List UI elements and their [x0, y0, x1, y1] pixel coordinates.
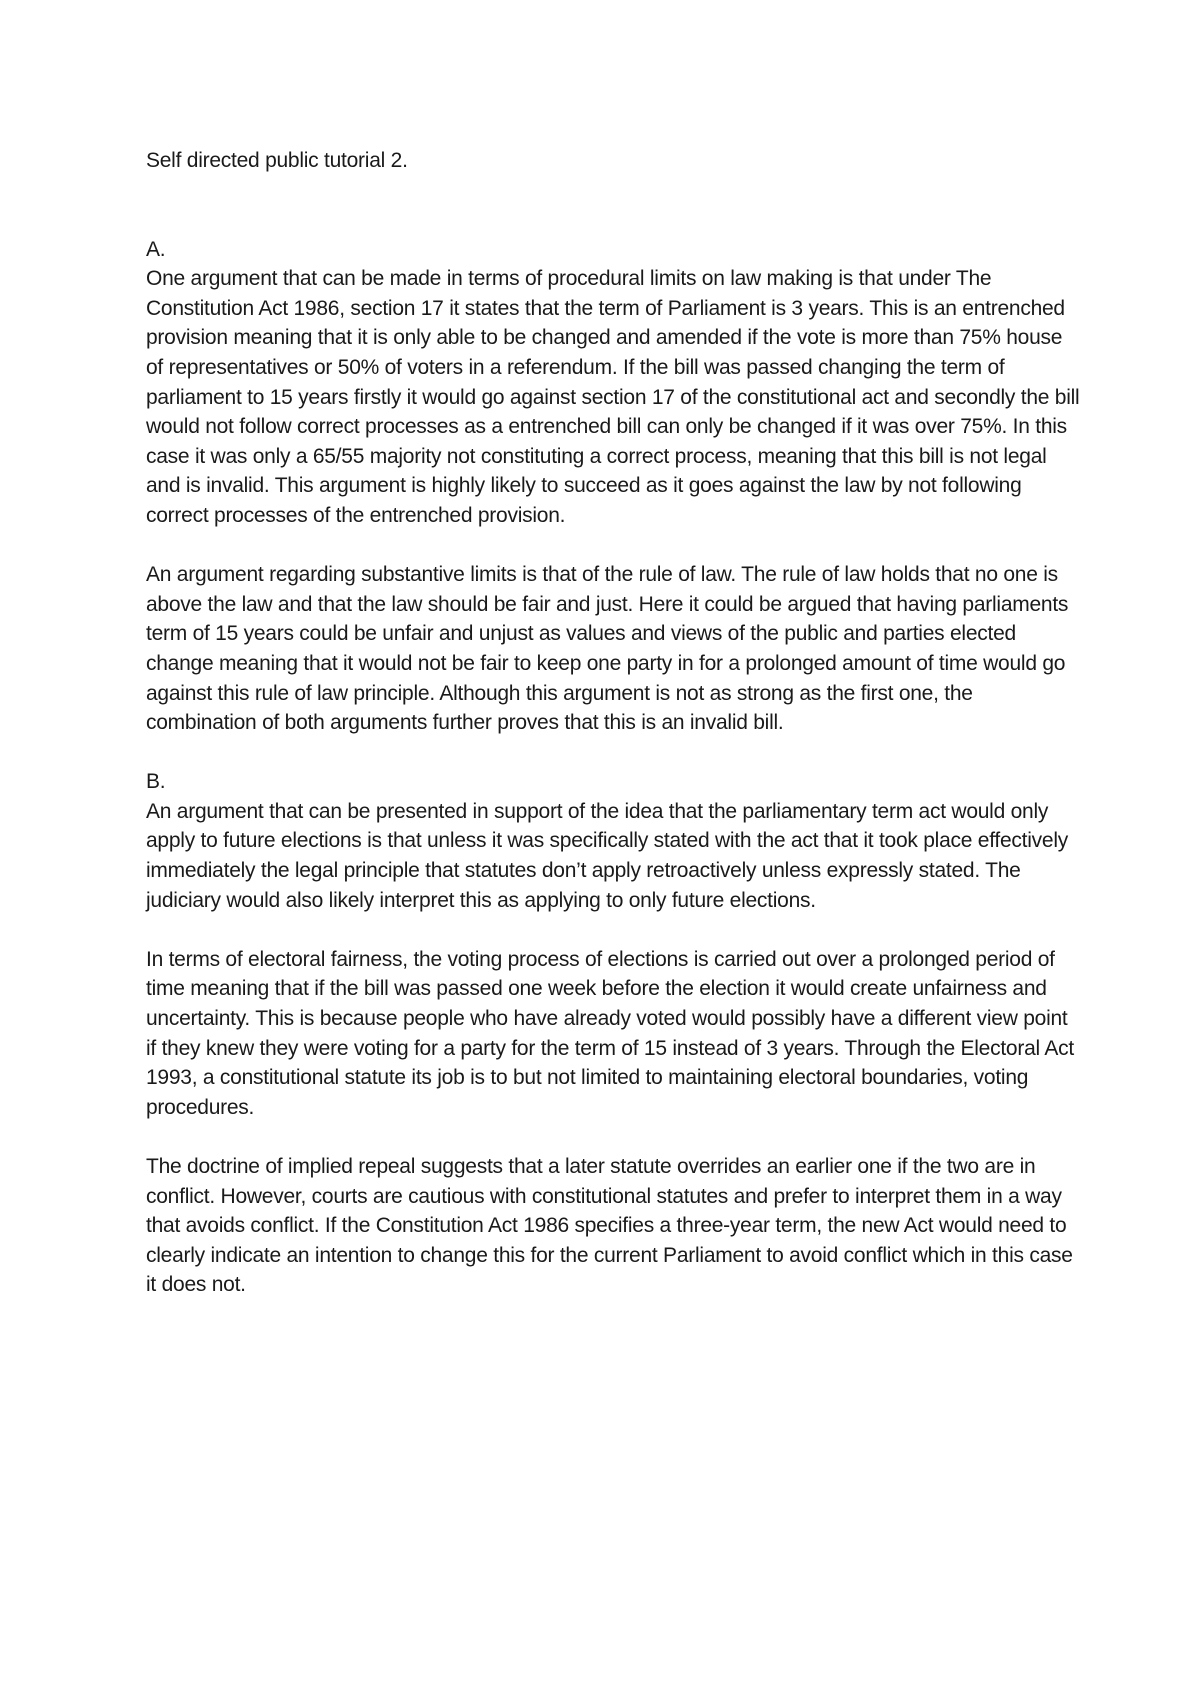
- section-b-label: B.: [146, 770, 166, 794]
- section-b-paragraph-2: In terms of electoral fairness, the voting process of elections is carried out over a prolonged period of time meaning that if the bill was passed one week before the election it would create unfairness and uncertainty. This is because people who have already voted would possibly have a different view point if they knew they were voting for a party for the term of 15 instead of 3 years. Through the Electoral Act 1993, a constitutional statute its job is to but not limited to maintaining electoral boundaries, voting procedures.: [146, 947, 1074, 1119]
- section-b-paragraph-3: The doctrine of implied repeal suggests that a later statute overrides an earlier one if the two are in conflict. However, courts are cautious with constitutional statutes and prefer to interpret them in a way that avoids conflict. If the Constitution Act 1986 specifies a three-year term, the new Act would need to clearly indicate an intention to change this for the current Parliament to avoid conflict which in this case it does not.: [146, 1155, 1073, 1297]
- section-a-paragraph-1: One argument that can be made in terms of procedural limits on law making is that under The Constitution Act 1986, section 17 it states that the term of Parliament is 3 years. This is an entrenched provision meaning that it is only able to be changed and amended if the vote is more than 75% house of representatives or 50% of voters in a referendum. If the bill was passed changing the term of parliament to 15 years firstly it would go against section 17 of the constitutional act and secondly the bill would not follow correct processes as a entrenched bill can only be changed if it was over 75%. In this case it was only a 65/55 majority not constituting a correct process, meaning that this bill is not legal and is invalid. This argument is highly likely to succeed as it goes against the law by not following correct processes of the entrenched provision.: [146, 267, 1080, 527]
- section-a-label: A.: [146, 237, 166, 261]
- section-a-paragraph-2: An argument regarding substantive limits is that of the rule of law. The rule of law holds that no one is above the law and that the law should be fair and just. Here it could be argued that having parliaments term of 15 years could be unfair and unjust as values and views of the public and parties elected change meaning that it would not be fair to keep one party in for a prolonged amount of time would go against this rule of law principle. Although this argument is not as strong as the first one, the combination of both arguments further proves that this is an invalid bill.: [146, 563, 1069, 735]
- document-title: Self directed public tutorial 2.: [146, 149, 408, 172]
- document-body: [146, 146, 1081, 1330]
- section-b-paragraph-1: An argument that can be presented in support of the idea that the parliamentary term act would only apply to future elections is that unless it was specifically stated with the act that it took place effectively immediately the legal principle that statutes don’t apply retroactively unless expressly stated. The judiciary would also likely interpret this as applying to only future elections.: [146, 799, 1069, 912]
